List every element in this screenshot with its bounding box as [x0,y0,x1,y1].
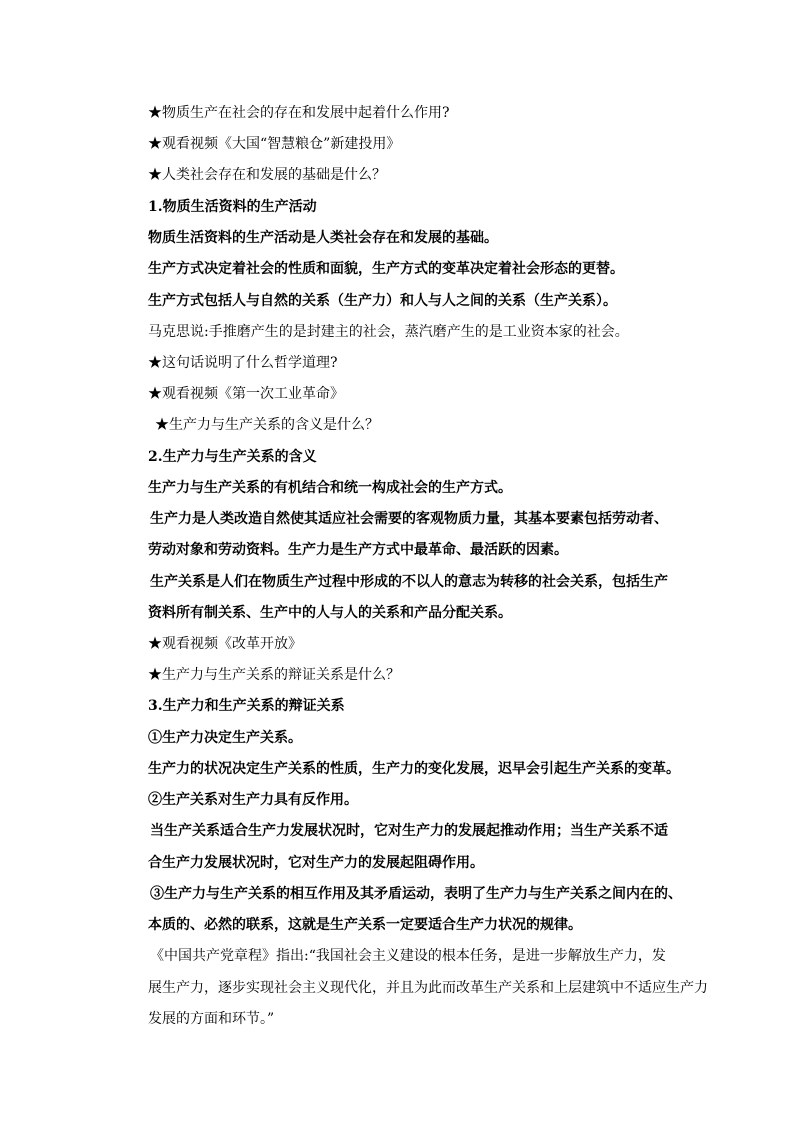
question-line-4: ★生产力与生产关系的含义是什么？ [155,417,379,433]
quote-line: 马克思说:手推磨产生的是封建主的社会，蒸汽磨产生的是工业资本家的社会。 [148,324,629,340]
paragraph-line: 发展的方面和环节。” [148,1011,275,1027]
paragraph-line: ②生产关系对生产力具有反作用。 [148,792,358,808]
question-line-1: ★物质生产在社会的存在和发展中起着什么作用? [148,105,450,121]
paragraph-line: 生产方式包括人与自然的关系（生产力）和人与人之间的关系（生产关系）。 [148,293,617,309]
paragraph-line: ①生产力决定生产关系。 [148,730,302,746]
paragraph-line: 资料所有制关系、生产中的人与人的关系和产品分配关系。 [148,605,512,621]
paragraph-line: 劳动对象和劳动资料。生产力是生产方式中最革命、最活跃的因素。 [148,542,568,558]
section-heading-1: 1.物质生活资料的生产活动 [148,199,317,215]
video-line-1: ★观看视频《大国“智慧粮仓”新建投用》 [148,136,401,152]
paragraph-line: 合生产力发展状况时，它对生产力的发展起阻碍作用。 [148,855,484,871]
paragraph-line: 生产力是人类改造自然使其适应社会需要的客观物质力量，其基本要素包括劳动者、 [150,511,668,527]
question-line-5: ★生产力与生产关系的辩证关系是什么？ [148,667,400,683]
paragraph-line: 展生产力，逐步实现社会主义现代化，并且为此而改革生产关系和上层建筑中不适应生产力 [148,980,708,996]
paragraph-line: 生产关系是人们在物质生产过程中形成的不以人的意志为转移的社会关系，包括生产 [150,574,668,590]
paragraph-line: 本质的、必然的联系，这就是生产关系一定要适合生产力状况的规律。 [148,917,582,933]
paragraph-line: 《中国共产党章程》指出:“我国社会主义建设的根本任务，是进一步解放生产力，发 [150,948,666,964]
section-heading-3: 3.生产力和生产关系的辩证关系 [148,698,345,714]
video-line-2: ★观看视频《第一次工业革命》 [148,386,344,402]
paragraph-line: 物质生活资料的生产活动是人类社会存在和发展的基础。 [148,230,498,246]
paragraph-line: 生产力与生产关系的有机结合和统一构成社会的生产方式。 [148,480,512,496]
paragraph-line: 生产方式决定着社会的性质和面貌，生产方式的变革决定着社会形态的更替。 [148,261,624,277]
paragraph-line: 生产力的状况决定生产关系的性质，生产力的变化发展，迟早会引起生产关系的变革。 [148,761,680,777]
paragraph-line: 当生产关系适合生产力发展状况时，它对生产力的发展起推动作用；当生产关系不适 [150,823,668,839]
paragraph-line: ③生产力与生产关系的相互作用及其矛盾运动，表明了生产力与生产关系之间内在的、 [150,886,682,902]
video-line-3: ★观看视频《改革开放》 [148,636,302,652]
question-line-2: ★人类社会存在和发展的基础是什么？ [148,167,386,183]
question-line-3: ★这句话说明了什么哲学道理? [148,355,338,371]
section-heading-2: 2.生产力与生产关系的含义 [148,449,317,465]
